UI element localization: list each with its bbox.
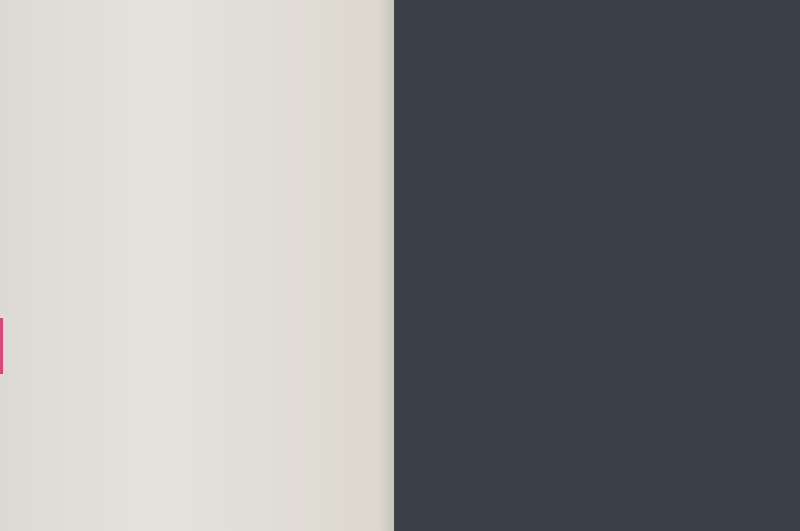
margin-marker — [0, 318, 3, 374]
left-page — [0, 0, 394, 531]
